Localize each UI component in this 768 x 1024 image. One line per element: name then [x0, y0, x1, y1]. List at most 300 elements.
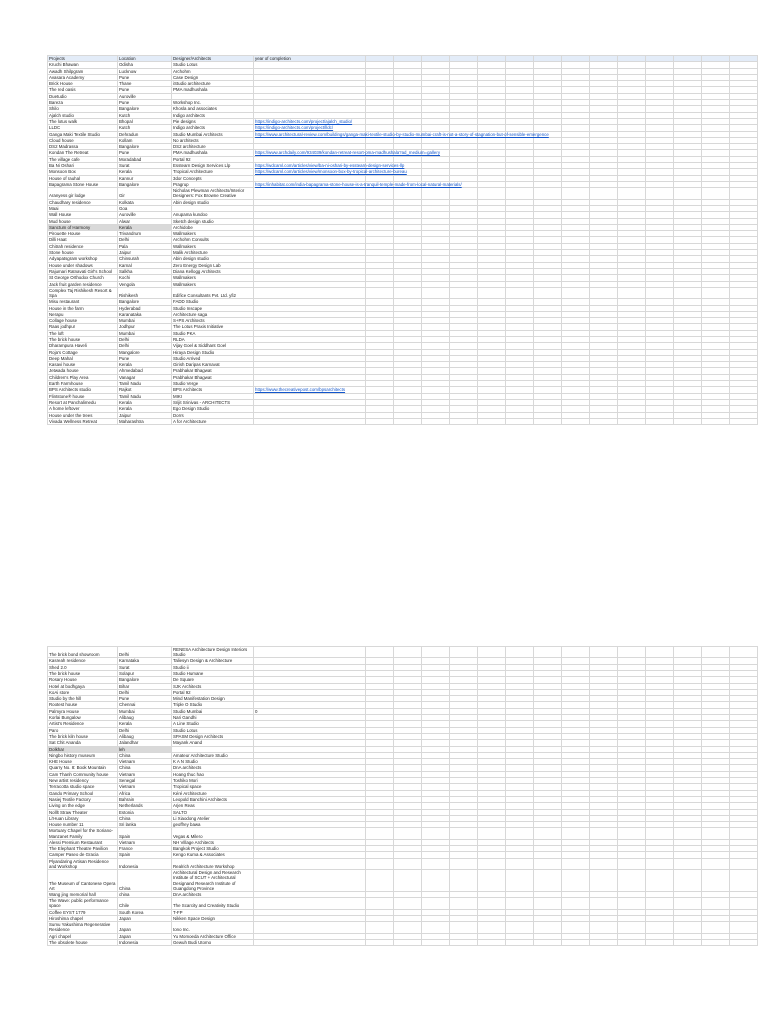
empty-cell[interactable]: [534, 188, 562, 199]
designer-cell[interactable]: MIKI: [172, 393, 254, 399]
location-cell[interactable]: Kerala: [118, 721, 172, 727]
reference-link[interactable]: https://wdcaml.com/articles/view/ba-ni-oshari-by-esstearn-design-services-llp: [255, 163, 405, 169]
designer-cell[interactable]: Studio Lotus: [172, 62, 254, 68]
designer-cell[interactable]: Srijit Srinivas - ARCHITECTS: [172, 399, 254, 405]
project-cell[interactable]: The obsolete house: [48, 939, 118, 945]
project-cell[interactable]: Shed 2.0: [48, 664, 118, 670]
empty-cell[interactable]: [506, 898, 534, 909]
project-cell[interactable]: Ganga Maki Textile Studio: [48, 131, 118, 137]
empty-cell[interactable]: [394, 870, 422, 892]
empty-cell[interactable]: [478, 858, 506, 869]
project-cell[interactable]: LLDC: [48, 125, 118, 131]
empty-cell[interactable]: [562, 828, 590, 839]
designer-cell[interactable]: Abin design studio: [172, 256, 254, 262]
empty-cell[interactable]: [646, 939, 674, 945]
empty-cell[interactable]: [674, 188, 702, 199]
designer-cell[interactable]: Taliesyn Design & Architecture: [172, 658, 254, 664]
empty-cell[interactable]: [674, 870, 702, 892]
empty-cell[interactable]: [450, 828, 478, 839]
empty-cell[interactable]: [562, 870, 590, 892]
empty-cell[interactable]: [646, 922, 674, 933]
location-cell[interactable]: Rishikesh: [118, 287, 172, 298]
project-cell[interactable]: Brick House: [48, 81, 118, 87]
location-cell[interactable]: Kannur: [118, 175, 172, 181]
empty-cell[interactable]: [702, 828, 730, 839]
location-cell[interactable]: China: [118, 815, 172, 821]
location-cell[interactable]: Spain: [118, 828, 172, 839]
empty-cell[interactable]: [730, 828, 758, 839]
location-cell[interactable]: Kutch: [118, 112, 172, 118]
designer-cell[interactable]: Indigo architects: [172, 112, 254, 118]
project-cell[interactable]: Resort at Panchalimedu: [48, 399, 118, 405]
location-cell[interactable]: Vanagar: [118, 374, 172, 380]
location-cell[interactable]: Bihar: [118, 683, 172, 689]
empty-cell[interactable]: [366, 188, 394, 199]
project-cell[interactable]: BPS Architects studio: [48, 387, 118, 393]
empty-cell[interactable]: [562, 898, 590, 909]
location-cell[interactable]: Kerala: [118, 362, 172, 368]
designer-cell[interactable]: Abin design studio: [172, 199, 254, 205]
reference-cell[interactable]: [254, 922, 366, 933]
reference-cell[interactable]: [254, 647, 366, 658]
empty-cell[interactable]: [702, 898, 730, 909]
designer-cell[interactable]: No architects: [172, 137, 254, 143]
designer-cell[interactable]: Nicholas Plewman Architects/Interior Designers: Fox Browne Creative: [172, 188, 254, 199]
project-cell[interactable]: The lotus walk: [48, 118, 118, 124]
reference-cell[interactable]: [254, 898, 366, 909]
project-cell[interactable]: Camper Paseo de Gracia: [48, 852, 118, 858]
empty-cell[interactable]: [702, 647, 730, 658]
empty-cell[interactable]: [674, 287, 702, 298]
empty-cell[interactable]: [646, 870, 674, 892]
empty-cell[interactable]: [450, 188, 478, 199]
designer-cell[interactable]: Wallmakers: [172, 231, 254, 237]
location-cell[interactable]: Karnataka: [118, 658, 172, 664]
location-cell[interactable]: Pune: [118, 355, 172, 361]
project-cell[interactable]: Alessi Premium Restaurant: [48, 839, 118, 845]
project-cell[interactable]: Monsoon Box: [48, 169, 118, 175]
empty-cell[interactable]: [618, 922, 646, 933]
location-cell[interactable]: Alwar: [118, 218, 172, 224]
empty-cell[interactable]: [730, 188, 758, 199]
project-cell[interactable]: House in the farm: [48, 305, 118, 311]
location-cell[interactable]: Vietnam: [118, 784, 172, 790]
designer-cell[interactable]: Studio PKA: [172, 330, 254, 336]
project-cell[interactable]: House under shadows: [48, 262, 118, 268]
designer-cell[interactable]: DnA architects: [172, 891, 254, 897]
location-cell[interactable]: Netherlands: [118, 803, 172, 809]
designer-cell[interactable]: Prabhakar Bhagwat: [172, 374, 254, 380]
empty-cell[interactable]: [646, 898, 674, 909]
designer-cell[interactable]: Wallmakers: [172, 243, 254, 249]
empty-cell[interactable]: [394, 898, 422, 909]
empty-cell[interactable]: [702, 188, 730, 199]
project-cell[interactable]: Earth Farmhouse: [48, 381, 118, 387]
project-cell[interactable]: Kruchi Bhawan: [48, 62, 118, 68]
project-cell[interactable]: The brick kiln house: [48, 733, 118, 739]
designer-cell[interactable]: Diana Kellogg Architects: [172, 268, 254, 274]
designer-cell[interactable]: K A N Studio: [172, 759, 254, 765]
empty-cell[interactable]: [366, 922, 394, 933]
empty-cell[interactable]: [590, 870, 618, 892]
designer-cell[interactable]: S+PS Architects: [172, 318, 254, 324]
location-cell[interactable]: Thane: [118, 81, 172, 87]
location-cell[interactable]: Bangalore: [118, 181, 172, 187]
reference-cell[interactable]: [254, 828, 366, 839]
empty-cell[interactable]: [422, 287, 450, 298]
location-cell[interactable]: Dehradun: [118, 131, 172, 137]
location-cell[interactable]: Bahrain: [118, 796, 172, 802]
designer-cell[interactable]: Sketch design studio: [172, 218, 254, 224]
reference-cell[interactable]: [254, 858, 366, 869]
project-cell[interactable]: The Wave: public performance space: [48, 898, 118, 909]
designer-cell[interactable]: Architecture saga: [172, 311, 254, 317]
designer-cell[interactable]: The Scarcity and Creativity Studio: [172, 898, 254, 909]
designer-cell[interactable]: PMA madhushala: [172, 87, 254, 93]
empty-cell[interactable]: [590, 939, 618, 945]
location-cell[interactable]: Pune: [118, 150, 172, 156]
project-cell[interactable]: The brick house: [48, 671, 118, 677]
designer-cell[interactable]: Leopold Banchini Architects: [172, 796, 254, 802]
empty-cell[interactable]: [450, 287, 478, 298]
empty-cell[interactable]: [730, 858, 758, 869]
location-cell[interactable]: Bangalore: [118, 299, 172, 305]
designer-cell[interactable]: Zero Energy Design Lab: [172, 262, 254, 268]
project-cell[interactable]: Collage house: [48, 318, 118, 324]
project-cell[interactable]: The village cafe: [48, 156, 118, 162]
project-cell[interactable]: Hiroshima chapel: [48, 915, 118, 921]
header-projects[interactable]: Projects: [48, 56, 118, 62]
empty-cell[interactable]: [702, 922, 730, 933]
empty-cell[interactable]: [618, 828, 646, 839]
empty-cell[interactable]: [674, 647, 702, 658]
location-cell[interactable]: Jaipur: [118, 412, 172, 418]
empty-cell[interactable]: [562, 188, 590, 199]
project-cell[interactable]: The brick bond showroom: [48, 647, 118, 658]
project-cell[interactable]: Ningbo history museum: [48, 752, 118, 758]
designer-cell[interactable]: Kéré Architecture: [172, 790, 254, 796]
empty-cell[interactable]: [646, 647, 674, 658]
designer-cell[interactable]: Edifice Consultants Pvt. Ltd. yfi2: [172, 287, 254, 298]
reference-link[interactable]: https://indigo-architects.com/project/ajalch_studio/: [255, 118, 353, 124]
designer-cell[interactable]: Pie designs: [172, 118, 254, 124]
designer-cell[interactable]: DnA architects: [172, 765, 254, 771]
location-cell[interactable]: Kerala: [118, 169, 172, 175]
project-cell[interactable]: Sanctum of Harmony: [48, 224, 118, 230]
empty-cell[interactable]: [646, 418, 674, 424]
empty-cell[interactable]: [674, 418, 702, 424]
project-cell[interactable]: Aranyess gir lodge: [48, 188, 118, 199]
location-cell[interactable]: Pune: [118, 87, 172, 93]
empty-cell[interactable]: [618, 647, 646, 658]
location-cell[interactable]: South Korea: [118, 909, 172, 915]
empty-cell[interactable]: [450, 858, 478, 869]
location-cell[interactable]: Indonesia: [118, 858, 172, 869]
empty-cell[interactable]: [422, 828, 450, 839]
empty-cell[interactable]: [394, 418, 422, 424]
designer-cell[interactable]: Indigo architects: [172, 125, 254, 131]
location-cell[interactable]: Delhi: [118, 343, 172, 349]
location-cell[interactable]: Jodhpur: [118, 324, 172, 330]
project-cell[interactable]: Rosary House: [48, 677, 118, 683]
reference-link[interactable]: https://www.archdaily.com/934039/kondan-retreat-resort-pma-madhushala?ad_medium=gallery: [255, 150, 441, 156]
location-cell[interactable]: Karnal: [118, 262, 172, 268]
empty-cell[interactable]: [506, 922, 534, 933]
location-cell[interactable]: Spain: [118, 852, 172, 858]
location-cell[interactable]: Moradabad: [118, 156, 172, 162]
empty-cell[interactable]: [674, 898, 702, 909]
empty-cell[interactable]: [394, 922, 422, 933]
location-cell[interactable]: Africa: [118, 790, 172, 796]
empty-cell[interactable]: [394, 858, 422, 869]
empty-cell[interactable]: [646, 828, 674, 839]
empty-cell[interactable]: [674, 922, 702, 933]
project-cell[interactable]: DS2 Madrassa: [48, 144, 118, 150]
designer-cell[interactable]: Malik Architecture: [172, 250, 254, 256]
location-cell[interactable]: China: [118, 870, 172, 892]
project-cell[interactable]: Duetudio: [48, 93, 118, 99]
empty-cell[interactable]: [450, 418, 478, 424]
empty-cell[interactable]: [422, 898, 450, 909]
designer-cell[interactable]: Portal 92: [172, 156, 254, 162]
empty-cell[interactable]: [506, 858, 534, 869]
project-cell[interactable]: Hotel at bodhgaya: [48, 683, 118, 689]
empty-cell[interactable]: [478, 922, 506, 933]
location-cell[interactable]: Indonesia: [118, 939, 172, 945]
project-cell[interactable]: Jetwada house: [48, 368, 118, 374]
designer-cell[interactable]: Dorrs: [172, 412, 254, 418]
empty-cell[interactable]: [590, 418, 618, 424]
project-cell[interactable]: The brick house: [48, 336, 118, 342]
empty-cell[interactable]: [646, 858, 674, 869]
project-cell[interactable]: Nolllt Straw Theater: [48, 809, 118, 815]
empty-cell[interactable]: [394, 287, 422, 298]
header-location[interactable]: Location: [118, 56, 172, 62]
location-cell[interactable]: Delhi: [118, 237, 172, 243]
location-cell[interactable]: Pune: [118, 100, 172, 106]
empty-cell[interactable]: [562, 287, 590, 298]
designer-cell[interactable]: SALTO: [172, 809, 254, 815]
empty-cell[interactable]: [478, 188, 506, 199]
designer-cell[interactable]: The Lotus Praxis Initiative: [172, 324, 254, 330]
project-cell[interactable]: Kasavi house: [48, 362, 118, 368]
project-cell[interactable]: Misu restaurant: [48, 299, 118, 305]
designer-cell[interactable]: Gewuh Budi Utomo: [172, 939, 254, 945]
empty-cell[interactable]: [618, 870, 646, 892]
empty-cell[interactable]: [590, 858, 618, 869]
location-cell[interactable]: Mumbai: [118, 708, 172, 714]
designer-cell[interactable]: DS2 architecture: [172, 144, 254, 150]
empty-cell[interactable]: [702, 939, 730, 945]
reference-cell[interactable]: [254, 150, 441, 156]
empty-cell[interactable]: [422, 647, 450, 658]
project-cell[interactable]: Dolkhar: [48, 746, 118, 752]
project-cell[interactable]: Sumu Yakushima Regenerative Residence: [48, 922, 118, 933]
designer-cell[interactable]: Studio Inscape: [172, 305, 254, 311]
location-cell[interactable]: Lucknow: [118, 68, 172, 74]
project-cell[interactable]: A home leftover: [48, 406, 118, 412]
designer-cell[interactable]: Hoang thuc hao: [172, 771, 254, 777]
location-cell[interactable]: Salkha: [118, 268, 172, 274]
empty-cell[interactable]: [674, 828, 702, 839]
designer-cell[interactable]: SJK Architects: [172, 683, 254, 689]
designer-cell[interactable]: Studio Mumbai Architects: [172, 131, 254, 137]
project-cell[interactable]: Coffee EYST 1779: [48, 909, 118, 915]
empty-cell[interactable]: [534, 418, 562, 424]
empty-cell[interactable]: [702, 287, 730, 298]
project-cell[interactable]: Awadh Shilpgram: [48, 68, 118, 74]
project-cell[interactable]: Wang jing memorial hall: [48, 891, 118, 897]
empty-cell[interactable]: [618, 898, 646, 909]
designer-cell[interactable]: Prabhakar Bhagwat: [172, 368, 254, 374]
project-cell[interactable]: Studio by the hill: [48, 696, 118, 702]
project-cell[interactable]: Deep Mahal: [48, 355, 118, 361]
empty-cell[interactable]: [562, 922, 590, 933]
reference-link[interactable]: https://wdcaml.com/articles/view/monsoon-box-by-tropical-architecture-bureau: [255, 169, 407, 175]
reference-link[interactable]: https://www.thecreativepost.com/bpsarchitects: [255, 387, 346, 393]
empty-cell[interactable]: [590, 828, 618, 839]
empty-cell[interactable]: [646, 188, 674, 199]
location-cell[interactable]: Delhi: [118, 727, 172, 733]
empty-cell[interactable]: [702, 418, 730, 424]
empty-cell[interactable]: [506, 939, 534, 945]
designer-cell[interactable]: Case Design: [172, 74, 254, 80]
empty-cell[interactable]: [562, 647, 590, 658]
project-cell[interactable]: Nasiej Textile Factory: [48, 796, 118, 802]
location-cell[interactable]: China: [118, 765, 172, 771]
location-cell[interactable]: Kollam: [118, 137, 172, 143]
reference-cell[interactable]: 0: [254, 708, 366, 714]
designer-cell[interactable]: Pragrup: [172, 181, 254, 187]
location-cell[interactable]: Bangalore: [118, 106, 172, 112]
location-cell[interactable]: Solapur: [118, 671, 172, 677]
empty-cell[interactable]: [506, 287, 534, 298]
empty-cell[interactable]: [506, 418, 534, 424]
header-designer[interactable]: Designer/Architects: [172, 56, 254, 62]
location-cell[interactable]: Kolkata: [118, 199, 172, 205]
location-cell[interactable]: Surat: [118, 664, 172, 670]
project-cell[interactable]: Wall House: [48, 212, 118, 218]
empty-cell[interactable]: [674, 939, 702, 945]
location-cell[interactable]: Rajkot: [118, 387, 172, 393]
empty-cell[interactable]: [422, 939, 450, 945]
location-cell[interactable]: Kutch: [118, 125, 172, 131]
empty-cell[interactable]: [478, 287, 506, 298]
project-cell[interactable]: Artist's Residence: [48, 721, 118, 727]
location-cell[interactable]: leh: [118, 746, 172, 752]
project-cell[interactable]: Pirouette House: [48, 231, 118, 237]
project-cell[interactable]: Quarry No. 8: Book Mountain: [48, 765, 118, 771]
location-cell[interactable]: Hyderabad: [118, 305, 172, 311]
project-cell[interactable]: Adyapatsgram workshop: [48, 256, 118, 262]
location-cell[interactable]: France: [118, 846, 172, 852]
designer-cell[interactable]: Nari Gandhi: [172, 715, 254, 721]
designer-cell[interactable]: Khosla and associates: [172, 106, 254, 112]
empty-cell[interactable]: [534, 858, 562, 869]
location-cell[interactable]: Pala: [118, 243, 172, 249]
project-cell[interactable]: Nerapu: [48, 311, 118, 317]
designer-cell[interactable]: PMA madhushala: [172, 150, 254, 156]
designer-cell[interactable]: Yu Momoeda Architecture Office: [172, 933, 254, 939]
empty-cell[interactable]: [590, 287, 618, 298]
location-cell[interactable]: Kerala: [118, 406, 172, 412]
location-cell[interactable]: Chile: [118, 898, 172, 909]
reference-cell[interactable]: [254, 181, 462, 187]
designer-cell[interactable]: Studio Verge: [172, 381, 254, 387]
location-cell[interactable]: Vietnam: [118, 759, 172, 765]
empty-cell[interactable]: [590, 898, 618, 909]
empty-cell[interactable]: [674, 858, 702, 869]
empty-cell[interactable]: [590, 188, 618, 199]
location-cell[interactable]: Kerala: [118, 224, 172, 230]
project-cell[interactable]: Raas jodhpur: [48, 324, 118, 330]
project-cell[interactable]: St George Orthodox Church: [48, 275, 118, 281]
project-cell[interactable]: The red oasis: [48, 87, 118, 93]
project-cell[interactable]: Chaudhary residence: [48, 199, 118, 205]
designer-cell[interactable]: Triple O Studio: [172, 702, 254, 708]
empty-cell[interactable]: [730, 898, 758, 909]
location-cell[interactable]: Chinsurah: [118, 256, 172, 262]
empty-cell[interactable]: [450, 939, 478, 945]
project-cell[interactable]: Rajumari Ratnavati Girl's School: [48, 268, 118, 274]
project-cell[interactable]: KoAi store: [48, 689, 118, 695]
project-cell[interactable]: Mud house: [48, 218, 118, 224]
designer-cell[interactable]: Archidobe: [172, 224, 254, 230]
designer-cell[interactable]: iStudio architecture: [172, 81, 254, 87]
reference-cell[interactable]: [254, 287, 366, 298]
designer-cell[interactable]: Anupama kundoo: [172, 212, 254, 218]
location-cell[interactable]: Bangalore: [118, 677, 172, 683]
location-cell[interactable]: Sri lanka: [118, 822, 172, 828]
reference-cell[interactable]: [254, 188, 366, 199]
location-cell[interactable]: Tamil Nadu: [118, 393, 172, 399]
empty-cell[interactable]: [730, 922, 758, 933]
designer-cell[interactable]: Archohm: [172, 68, 254, 74]
location-cell[interactable]: Jaipur: [118, 250, 172, 256]
empty-cell[interactable]: [618, 858, 646, 869]
empty-cell[interactable]: [590, 647, 618, 658]
empty-cell[interactable]: [478, 647, 506, 658]
project-cell[interactable]: KHE House: [48, 759, 118, 765]
location-cell[interactable]: Surat: [118, 163, 172, 169]
location-cell[interactable]: Bangalore: [118, 144, 172, 150]
designer-cell[interactable]: A for Architecture: [172, 418, 254, 424]
location-cell[interactable]: Goa: [118, 205, 172, 211]
empty-cell[interactable]: [618, 939, 646, 945]
empty-cell[interactable]: [730, 647, 758, 658]
empty-cell[interactable]: [590, 922, 618, 933]
location-cell[interactable]: Trivandrum: [118, 231, 172, 237]
project-cell[interactable]: Cloud house: [48, 137, 118, 143]
reference-cell[interactable]: [254, 939, 366, 945]
empty-cell[interactable]: [394, 647, 422, 658]
reference-cell[interactable]: [254, 163, 405, 169]
empty-cell[interactable]: [366, 418, 394, 424]
empty-cell[interactable]: [366, 898, 394, 909]
empty-cell[interactable]: [366, 647, 394, 658]
project-cell[interactable]: Li'Huan Library: [48, 815, 118, 821]
empty-cell[interactable]: [506, 647, 534, 658]
empty-cell[interactable]: [366, 858, 394, 869]
location-cell[interactable]: Gir: [118, 188, 172, 199]
empty-cell[interactable]: [506, 870, 534, 892]
empty-cell[interactable]: [534, 870, 562, 892]
location-cell[interactable]: Maharashtra: [118, 418, 172, 424]
location-cell[interactable]: Auroville: [118, 93, 172, 99]
empty-cell[interactable]: [618, 287, 646, 298]
location-cell[interactable]: Auroville: [118, 212, 172, 218]
designer-cell[interactable]: Vegas & Milero: [172, 828, 254, 839]
